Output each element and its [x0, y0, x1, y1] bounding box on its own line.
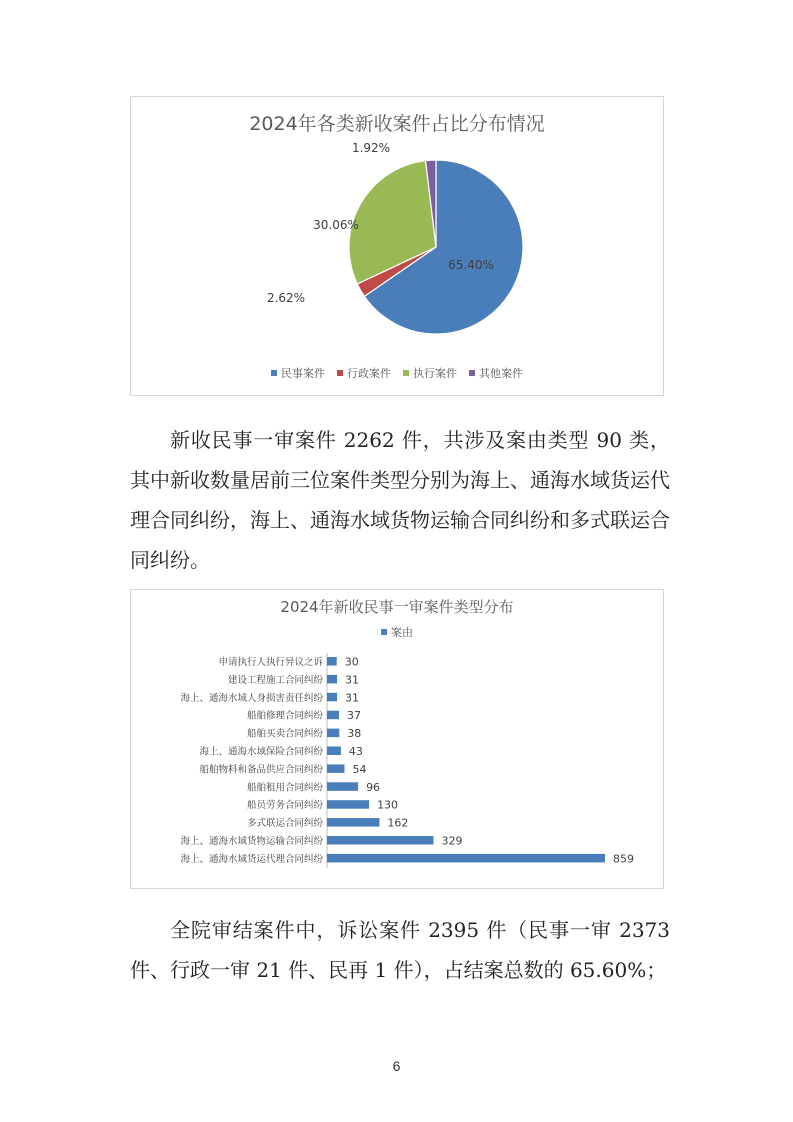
category-label: 船舶物料和备品供应合同纠纷 — [199, 764, 323, 776]
page-number: 6 — [392, 1058, 401, 1074]
pie-legend-item — [337, 365, 391, 381]
bar — [327, 836, 433, 845]
legend-swatch — [271, 370, 277, 376]
bar — [327, 675, 337, 684]
bar — [327, 657, 337, 666]
bar — [327, 747, 341, 756]
pie-legend-label: 其他案件 — [479, 367, 523, 380]
bar-value-label: 43 — [348, 745, 363, 758]
bar-legend-label: 案由 — [391, 626, 413, 639]
bar — [327, 693, 337, 702]
category-label: 船舶租用合同纠纷 — [246, 782, 323, 794]
category-label: 申请执行人执行异议之诉 — [218, 657, 323, 668]
bar — [327, 764, 344, 773]
bar-value-label: 31 — [345, 673, 360, 687]
bar-chart-title: 2024年新收民事一审案件类型分布 — [280, 598, 514, 616]
category-label: 船舶买卖合同纠纷 — [246, 728, 323, 740]
bar-value-label: 162 — [387, 816, 409, 830]
pie-data-label: 30.06% — [313, 218, 359, 232]
category-label: 多式联运合同纠纷 — [246, 818, 323, 830]
category-label: 海上、通海水域货物运输合同纠纷 — [180, 836, 323, 847]
bar-chart-plot — [131, 590, 663, 888]
bar-chart — [130, 589, 664, 889]
paragraph-closed-cases: 全院审结案件中，诉讼案件 2395 件（民事一审 2373 件、行政一审 21 件、民再 1 件），占结案总数的 65.60%； — [130, 918, 670, 982]
category-label: 海上、通海水域保险合同纠纷 — [199, 746, 323, 758]
pie-chart-title: 2024年各类新收案件占比分布情况 — [249, 113, 545, 135]
legend-swatch — [469, 370, 475, 376]
legend-swatch — [403, 370, 409, 376]
bar-value-label: 37 — [346, 709, 361, 723]
bar-value-label: 54 — [352, 762, 367, 776]
pie-legend-item — [271, 365, 325, 381]
pie-data-label: 2.62% — [266, 291, 306, 305]
bar — [327, 711, 339, 720]
pie-legend-label: 民事案件 — [281, 367, 325, 380]
category-label: 建设工程施工合同纠纷 — [227, 674, 323, 686]
bar-value-label: 96 — [366, 780, 381, 794]
category-label: 海上、通海水域人身损害责任纠纷 — [180, 692, 323, 704]
bar-value-label: 30 — [344, 655, 359, 669]
pie-data-label: 65.40% — [448, 258, 494, 272]
bar — [327, 782, 358, 791]
category-label: 海上、通海水域货运代理合同纠纷 — [180, 853, 323, 865]
bar-value-label: 329 — [441, 834, 463, 848]
paragraph-new-civil-cases: 新收民事一审案件 2262 件，共涉及案由类型 90 类，其中新收数量居前三位案件类型分别为海上、通海水域货运代理合同纠纷，海上、通海水域货物运输合同纠纷和多式联运合同纠纷。 — [130, 428, 670, 572]
category-label: 船舶修理合同纠纷 — [246, 710, 323, 722]
bar-value-label: 38 — [347, 727, 362, 741]
legend-swatch — [337, 370, 343, 376]
bar — [327, 854, 605, 863]
pie-legend-item — [403, 365, 457, 381]
pie-legend-item — [469, 365, 523, 381]
pie-legend-label: 行政案件 — [347, 367, 391, 380]
pie-chart-legend — [131, 365, 663, 381]
bar-value-label: 130 — [377, 798, 399, 812]
bar-value-label: 859 — [613, 852, 634, 866]
pie-chart-plot — [131, 97, 663, 395]
pie-legend-label: 执行案件 — [413, 367, 457, 380]
pie-data-label: 1.92% — [351, 141, 391, 155]
bar — [327, 729, 339, 738]
bar-value-label: 31 — [345, 691, 360, 705]
category-label: 船员劳务合同纠纷 — [246, 800, 323, 812]
pie-chart — [130, 96, 664, 396]
bar — [327, 800, 369, 809]
bar — [327, 818, 379, 827]
